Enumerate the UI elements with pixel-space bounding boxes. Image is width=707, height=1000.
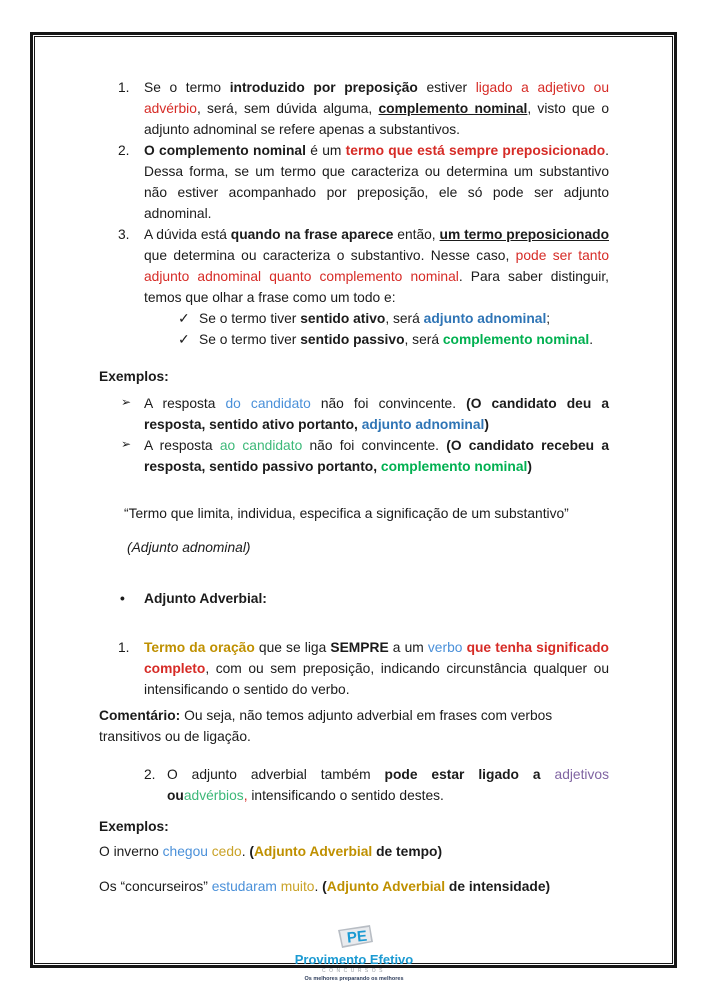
text-segment: SEMPRE (330, 640, 389, 655)
text-segment (541, 767, 555, 782)
text-segment: ligado a adjetivo ou advérbio (144, 80, 609, 116)
check-icon: ✓ (178, 332, 190, 347)
text-segment: Se o termo tiver (199, 311, 301, 326)
page-content (35, 37, 672, 982)
example-text (99, 844, 442, 859)
text-segment: . (314, 879, 323, 894)
page-frame-inner (34, 36, 673, 982)
text-segment: A resposta (144, 396, 226, 411)
quote-text: “Termo que limita, individua, especifica a significação de um substantivo” (124, 506, 569, 521)
text-segment: . Dessa forma, se um termo que caracteriza ou determina um substantivo não estiver acompanhado por preposição, ele só pode ser adjunto adnominal. (144, 143, 609, 221)
text-segment: do candidato (225, 396, 311, 411)
text-segment: ou (167, 788, 184, 803)
list-text (167, 767, 609, 803)
text-segment: Termo da oração (144, 640, 255, 655)
list-text (144, 227, 609, 305)
text-segment: não foi convincente. (310, 396, 467, 411)
text-segment: (O candidato recebeu a resposta, sentido passivo portanto, (144, 438, 610, 474)
section-heading-exemplos: Exemplos: (99, 369, 169, 384)
check-text (199, 311, 550, 326)
text-segment: ) (484, 417, 489, 432)
text-segment: O adjunto adverbial também (167, 767, 385, 782)
text-segment: O inverno (99, 844, 163, 859)
example-text (99, 879, 550, 894)
text-segment: não foi convincente. (302, 438, 447, 453)
text-segment: sentido passivo (300, 332, 405, 347)
text-segment: que se liga (254, 640, 331, 655)
arrow-text (144, 396, 609, 432)
example-arrow-item (121, 435, 610, 477)
brand-subtitle: CONCURSOS (321, 968, 386, 974)
text-segment: ) (527, 459, 532, 474)
text-segment: estudaram (211, 879, 277, 894)
text-segment: complemento nominal (442, 332, 590, 347)
text-segment: Comentário: (99, 708, 181, 723)
arrow-bullet-icon: ➢ (121, 437, 132, 451)
bullet-heading-label: Adjunto Adverbial: (144, 591, 267, 606)
text-segment: sentido ativo (300, 311, 386, 326)
text-segment: ( (249, 844, 254, 859)
text-segment: A dúvida está (144, 227, 231, 242)
text-segment: complemento nominal (378, 101, 528, 116)
arrow-examples-group (99, 393, 609, 477)
check-item (178, 329, 609, 350)
example-arrow-item (121, 393, 610, 435)
text-segment: a um (388, 640, 428, 655)
list-item (118, 224, 609, 308)
footer-logo (99, 922, 609, 983)
text-segment: é um (305, 143, 346, 158)
text-segment: Os “concurseiros” (99, 879, 212, 894)
text-segment: Se o termo tiver (199, 332, 301, 347)
text-segment: introduzido por preposição (229, 80, 418, 95)
text-segment: Ou seja, não temos adjunto adverbial em frases com verbos transitivos ou de ligação. (99, 708, 553, 744)
text-segment: , será (404, 332, 443, 347)
list-number: 1. (118, 640, 130, 655)
list-text (144, 80, 609, 137)
text-segment: intensificando o sentido destes. (247, 788, 444, 803)
text-segment: , será, sem dúvida alguma, (196, 101, 379, 116)
text-segment: adjunto adnominal (423, 311, 547, 326)
list-number: 2. (118, 143, 130, 158)
text-segment: cedo (211, 844, 242, 859)
text-segment: que tenha significado completo (144, 640, 609, 676)
text-segment: adjetivos (554, 767, 609, 782)
text-segment: , com ou sem preposição, indicando circunstância qualquer ou intensificando o sentido do verbo. (144, 661, 609, 697)
text-segment: , (243, 788, 248, 803)
text-segment: , visto que o adjunto adnominal se refere apenas a substantivos. (144, 101, 609, 137)
example-sentence (99, 876, 609, 897)
bullet-icon: • (120, 591, 125, 606)
section-heading-exemplos: Exemplos: (99, 819, 169, 834)
text-segment: de tempo) (372, 844, 443, 859)
page-frame (30, 32, 677, 982)
list-item (118, 77, 609, 140)
text-segment: pode estar ligado a (384, 767, 541, 782)
arrow-bullet-icon: ➢ (121, 395, 132, 409)
text-segment: ; (546, 311, 551, 326)
text-segment: A resposta (144, 438, 220, 453)
text-segment: . (241, 844, 250, 859)
list-item (118, 637, 609, 700)
text-segment: muito (280, 879, 315, 894)
text-segment: complemento nominal (380, 459, 528, 474)
text-segment: quando na frase aparece (230, 227, 394, 242)
logo-initials: PE (346, 927, 368, 947)
list-number: 3. (118, 227, 130, 242)
check-item (178, 308, 609, 329)
brand-name: Provimento Efetivo (294, 952, 414, 967)
text-segment: , será (385, 311, 424, 326)
text-segment: um termo preposicionado (439, 227, 609, 242)
example-sentence (99, 841, 609, 862)
list-item (118, 140, 609, 224)
text-segment: . (589, 332, 594, 347)
list-number: 2. (144, 767, 156, 782)
bullet-heading (120, 588, 609, 609)
text-segment: . Para saber distinguir, temos que olhar a frase como um todo e: (144, 269, 609, 305)
text-segment: termo que está sempre preposicionado (345, 143, 606, 158)
text-segment: ao candidato (219, 438, 303, 453)
text-segment: (O candidato deu a resposta, sentido ativo portanto, (144, 396, 610, 432)
text-segment: estiver (417, 80, 476, 95)
text-segment: ( (322, 879, 327, 894)
check-text (199, 332, 593, 347)
logo-book-icon (332, 922, 376, 952)
text-segment: chegou (162, 844, 208, 859)
text-segment: pode ser tanto adjunto adnominal quanto complemento nominal (144, 248, 609, 284)
text-segment: então, (393, 227, 440, 242)
arrow-text (144, 438, 609, 474)
text-segment: Se o termo (144, 80, 230, 95)
comment-paragraph (99, 705, 609, 747)
comment-text (99, 708, 552, 744)
list-text (144, 143, 609, 221)
check-icon: ✓ (178, 311, 190, 326)
list-text (144, 640, 609, 697)
text-segment: advérbios (183, 788, 244, 803)
text-segment: Adjunto Adverbial (326, 879, 446, 894)
quote-attribution: (Adjunto adnominal) (127, 540, 251, 555)
brand-tagline: Os melhores preparando os melhores (304, 976, 404, 982)
list-item (144, 764, 609, 806)
text-segment: O complemento nominal (144, 143, 306, 158)
text-segment: que determina ou caracteriza o substantivo. Nesse caso, (144, 248, 516, 263)
text-segment: de intensidade) (445, 879, 551, 894)
text-segment: adjunto adnominal (361, 417, 485, 432)
text-segment: Adjunto Adverbial (253, 844, 373, 859)
text-segment: verbo (427, 640, 463, 655)
list-item-wrap (99, 764, 609, 806)
list-number: 1. (118, 80, 130, 95)
